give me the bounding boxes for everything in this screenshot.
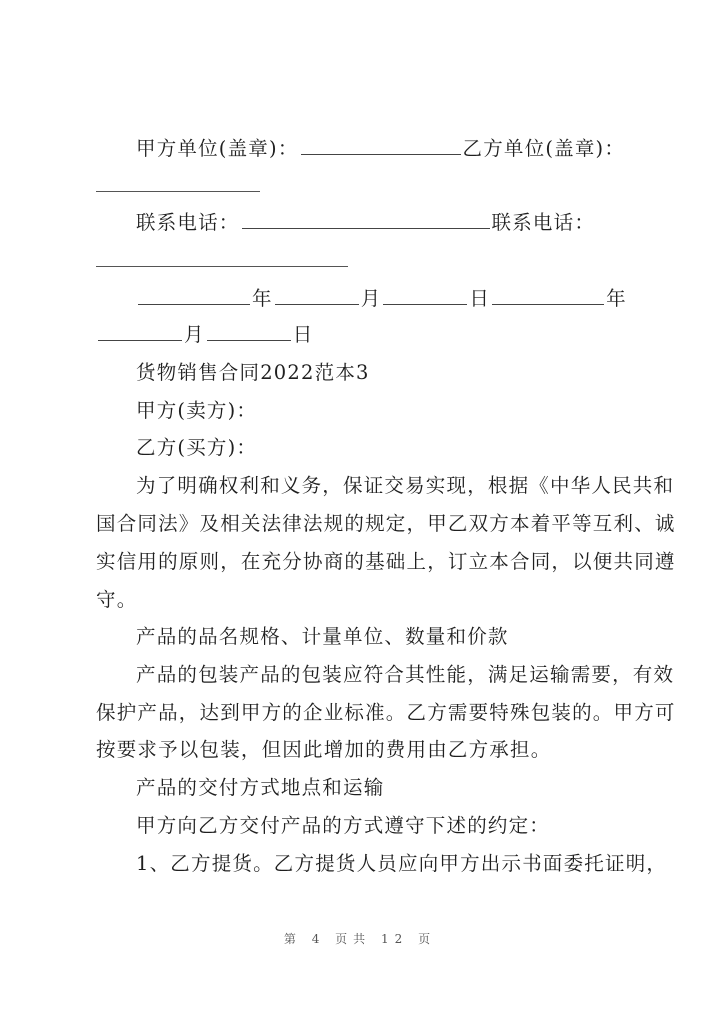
preamble-line-1: 为了明确权利和义务，保证交易实现，根据《中华人民共和: [136, 474, 675, 497]
contract-title: 货物销售合同2022范本3: [136, 361, 370, 384]
contact-phone-b-label: 联系电话：: [491, 211, 596, 234]
party-a-unit-line: [136, 136, 625, 161]
year-2-blank[interactable]: [492, 286, 604, 305]
party-a-line: 甲方(卖方)：: [136, 399, 258, 422]
section-1-body-line-1: 产品的包装产品的包装应符合其性能，满足运输需要，有效: [136, 663, 675, 686]
contact-phone-line: [136, 210, 595, 235]
preamble-line-3: 实信用的原则，在充分协商的基础上，订立本合同，以便共同遵: [96, 550, 676, 573]
year-2-label: 年: [606, 287, 627, 310]
section-2-intro: 甲方向乙方交付产品的方式遵守下述的约定：: [136, 814, 551, 837]
party-b-unit-blank[interactable]: [96, 190, 260, 192]
contact-phone-b-blank[interactable]: [96, 265, 348, 267]
section-2-item-1: 1、乙方提货。乙方提货人员应向甲方出示书面委托证明，: [136, 852, 668, 875]
page-label-suffix: 页: [418, 932, 437, 946]
party-a-unit-label: 甲方单位(盖章)：: [136, 137, 299, 160]
day-1-blank[interactable]: [383, 286, 467, 305]
page-number-footer: [0, 930, 720, 947]
current-page-number: 4: [311, 932, 326, 946]
party-a-unit-blank[interactable]: [301, 136, 461, 155]
contact-phone-a-label: 联系电话：: [136, 211, 240, 234]
section-1-heading: 产品的品名规格、计量单位、数量和价款: [136, 625, 509, 648]
preamble-line-2: 国合同法》及相关法律法规的规定，甲乙双方本着平等互利、诚: [96, 512, 676, 535]
total-pages-number: 12: [381, 932, 409, 946]
month-1-label: 月: [360, 287, 382, 310]
party-b-line: 乙方(买方)：: [136, 436, 258, 459]
year-1-label: 年: [252, 287, 273, 310]
month-1-blank[interactable]: [275, 286, 359, 305]
page-label-prefix: 第: [283, 932, 302, 946]
month-2-label: 月: [184, 323, 205, 346]
page-label-mid: 页共: [335, 932, 372, 946]
date-line-2: [96, 322, 313, 347]
month-2-blank[interactable]: [98, 322, 182, 341]
year-1-blank[interactable]: [138, 286, 250, 305]
date-line: [136, 286, 627, 311]
preamble-line-4: 守。: [96, 588, 138, 611]
day-1-label: 日: [469, 287, 491, 310]
day-2-blank[interactable]: [207, 322, 291, 341]
section-1-body-line-3: 按要求予以包装，但因此增加的费用由乙方承担。: [96, 738, 552, 761]
contact-phone-a-blank[interactable]: [242, 210, 490, 229]
day-2-label: 日: [292, 323, 314, 346]
section-2-heading: 产品的交付方式地点和运输: [136, 776, 385, 799]
party-b-unit-label: 乙方单位(盖章)：: [462, 137, 626, 160]
section-1-body-line-2: 保护产品，达到甲方的企业标准。乙方需要特殊包装的。甲方可: [96, 701, 676, 724]
